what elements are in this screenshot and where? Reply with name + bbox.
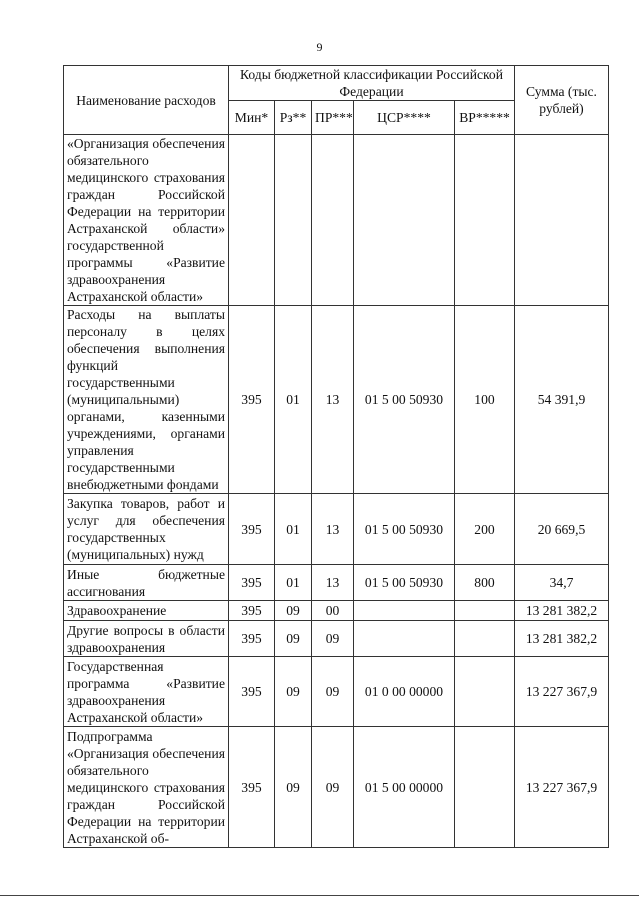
table-row <box>64 565 609 601</box>
row-name: Закупка товаров, работ и услуг для обеспечения государственных (муниципальных) нужд <box>64 494 229 565</box>
table-row <box>64 135 609 306</box>
header-name-column: Наименование расходов <box>64 66 229 135</box>
header-pr: ПР*** <box>312 101 354 135</box>
header-rz: Рз** <box>275 101 312 135</box>
page-number: 9 <box>316 40 323 54</box>
row-name: Здравоохранение <box>64 601 229 621</box>
row-pr: 13 <box>312 306 354 494</box>
row-sum: 13 227 367,9 <box>515 657 609 727</box>
row-name: «Организация обеспечения обязательного медицинского страхования граждан Российской Федерации на территории Астраханской области» государственной программы «Развитие здравоохранения Астраханской области» <box>64 135 229 306</box>
row-vr <box>455 135 515 306</box>
row-vr <box>455 621 515 657</box>
table-row <box>64 727 609 848</box>
row-csr: 01 5 00 50930 <box>354 306 455 494</box>
row-vr <box>455 657 515 727</box>
row-csr: 01 5 00 50930 <box>354 565 455 601</box>
row-min: 395 <box>229 601 275 621</box>
row-min: 395 <box>229 727 275 848</box>
row-name: Иные бюджетные ассигнования <box>64 565 229 601</box>
row-csr: 01 5 00 00000 <box>354 727 455 848</box>
table-row <box>64 494 609 565</box>
row-csr <box>354 135 455 306</box>
row-vr <box>455 727 515 848</box>
row-vr: 800 <box>455 565 515 601</box>
row-min: 395 <box>229 494 275 565</box>
row-vr: 100 <box>455 306 515 494</box>
row-sum: 34,7 <box>515 565 609 601</box>
row-min: 395 <box>229 621 275 657</box>
header-min: Мин* <box>229 101 275 135</box>
row-csr: 01 0 00 00000 <box>354 657 455 727</box>
row-rz: 09 <box>275 601 312 621</box>
row-sum: 13 281 382,2 <box>515 601 609 621</box>
row-min <box>229 135 275 306</box>
row-csr: 01 5 00 50930 <box>354 494 455 565</box>
row-pr: 00 <box>312 601 354 621</box>
row-rz: 09 <box>275 657 312 727</box>
table-row <box>64 621 609 657</box>
row-vr: 200 <box>455 494 515 565</box>
row-csr <box>354 621 455 657</box>
bottom-divider <box>0 895 639 896</box>
header-codes-group: Коды бюджетной классификации Российской Федерации <box>229 66 515 101</box>
row-min: 395 <box>229 565 275 601</box>
row-rz: 01 <box>275 306 312 494</box>
row-sum: 13 227 367,9 <box>515 727 609 848</box>
table-row <box>64 601 609 621</box>
row-pr: 13 <box>312 494 354 565</box>
header-csr: ЦСР**** <box>354 101 455 135</box>
row-rz <box>275 135 312 306</box>
row-name: Другие вопросы в области здравоохранения <box>64 621 229 657</box>
row-rz: 09 <box>275 727 312 848</box>
row-sum: 54 391,9 <box>515 306 609 494</box>
row-pr: 09 <box>312 657 354 727</box>
row-rz: 01 <box>275 494 312 565</box>
row-rz: 01 <box>275 565 312 601</box>
row-pr: 13 <box>312 565 354 601</box>
row-rz: 09 <box>275 621 312 657</box>
header-sum-column: Сумма (тыс. рублей) <box>515 66 609 135</box>
row-pr: 09 <box>312 621 354 657</box>
budget-table <box>63 65 609 848</box>
row-pr: 09 <box>312 727 354 848</box>
row-pr <box>312 135 354 306</box>
row-sum <box>515 135 609 306</box>
row-name: Государственная программа «Развитие здравоохранения Астраханской области» <box>64 657 229 727</box>
table-row <box>64 657 609 727</box>
row-sum: 20 669,5 <box>515 494 609 565</box>
row-sum: 13 281 382,2 <box>515 621 609 657</box>
header-vr: ВР***** <box>455 101 515 135</box>
row-name: Расходы на выплаты персоналу в целях обеспечения выполнения функций государственными (муниципальными) органами, казенными учреждениями, органами управления государственными внебюджетными фондами <box>64 306 229 494</box>
row-min: 395 <box>229 306 275 494</box>
row-csr <box>354 601 455 621</box>
row-name: Подпрограмма «Организация обеспечения обязательного медицинского страхования граждан Российской Федерации на территории Астраханской об- <box>64 727 229 848</box>
row-vr <box>455 601 515 621</box>
row-min: 395 <box>229 657 275 727</box>
table-row <box>64 306 609 494</box>
